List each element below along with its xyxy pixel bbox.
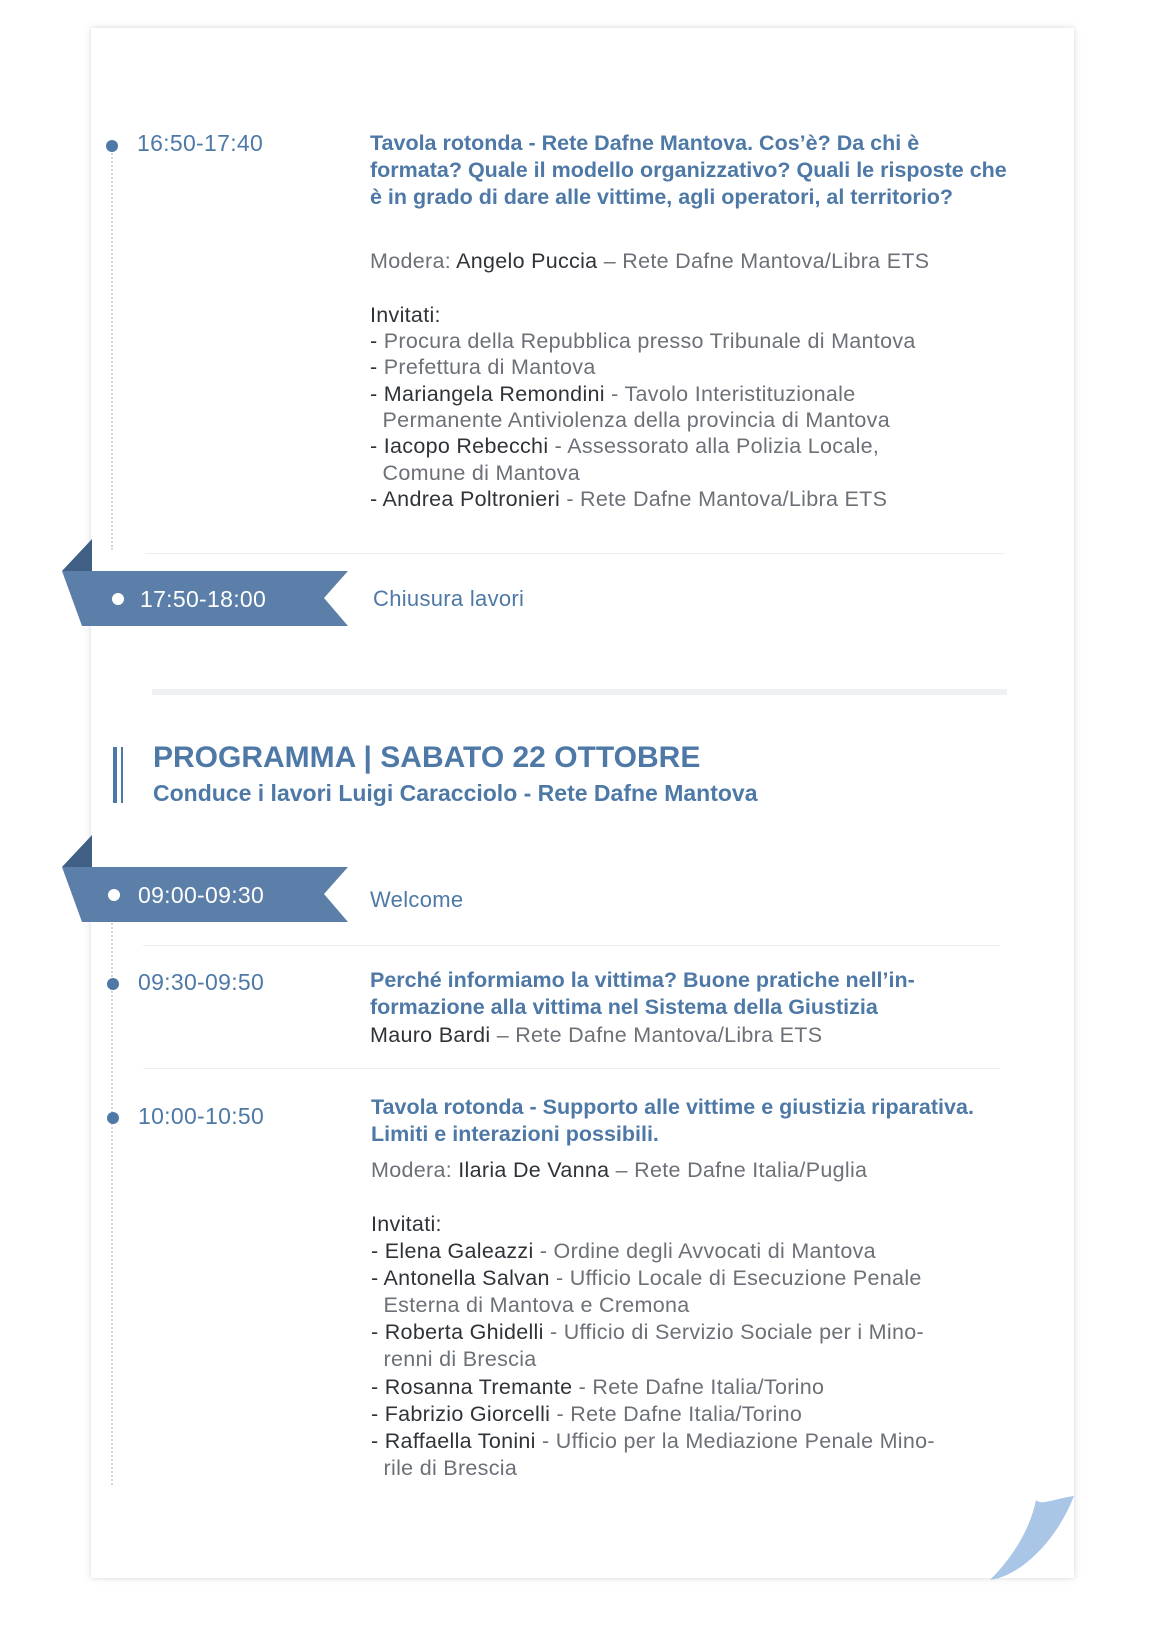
moderator-org: – Rete Dafne Mantova/Libra ETS bbox=[603, 249, 930, 273]
guest-line bbox=[370, 433, 879, 460]
guest-prefix: - bbox=[371, 1320, 385, 1345]
guest-prefix: - bbox=[371, 1266, 384, 1291]
timeline-line-bottom bbox=[111, 910, 113, 1485]
guest-org: - Rete Dafne Italia/Torino bbox=[550, 1401, 803, 1426]
guest-prefix: - bbox=[371, 1428, 385, 1453]
moderator-label: Modera: bbox=[370, 249, 451, 273]
guest-line bbox=[371, 1346, 537, 1373]
guests-label: Invitati: bbox=[370, 303, 441, 327]
separator bbox=[143, 1068, 1000, 1069]
heading-bar-thin bbox=[121, 747, 123, 803]
guest-org: Prefettura di Mantova bbox=[383, 355, 596, 380]
moderator-org: – Rete Dafne Italia/Puglia bbox=[615, 1158, 868, 1182]
guest-line bbox=[371, 1265, 922, 1292]
guest-prefix: - bbox=[371, 1401, 385, 1426]
section-divider bbox=[152, 689, 1007, 695]
timeline-dot bbox=[107, 1112, 119, 1124]
guest-line bbox=[371, 1319, 924, 1346]
guest-org: Permanente Antiviolenza della provincia di Mantova bbox=[382, 407, 890, 432]
heading-bar bbox=[113, 747, 117, 803]
separator bbox=[143, 945, 1000, 946]
guest-prefix: - bbox=[370, 355, 384, 380]
ribbon-shape bbox=[62, 835, 352, 923]
speaker-name: Mauro Bardi bbox=[370, 1023, 491, 1047]
guest-org: - Ufficio di Servizio Sociale per i Mino- bbox=[543, 1320, 924, 1345]
guest-prefix: - bbox=[370, 486, 383, 511]
guest-line bbox=[370, 460, 580, 487]
guest-prefix bbox=[370, 408, 383, 432]
closing-label: Chiusura lavori bbox=[373, 586, 525, 611]
guest-org: - Ordine degli Avvocati di Mantova bbox=[533, 1239, 876, 1263]
timeline-dot bbox=[106, 140, 118, 152]
guest-org: - Tavolo Interistituzionale bbox=[604, 381, 856, 406]
guest-line bbox=[371, 1374, 824, 1401]
guest-prefix: - bbox=[370, 434, 384, 459]
guests-label: Invitati: bbox=[371, 1212, 442, 1236]
guest-org: Procura della Repubblica presso Tribunale di Mantova bbox=[383, 329, 916, 353]
guest-name: Antonella Salvan bbox=[383, 1266, 550, 1291]
guest-prefix bbox=[371, 1347, 384, 1371]
guest-line bbox=[371, 1428, 935, 1455]
guest-org: - Rete Dafne Mantova/Libra ETS bbox=[560, 486, 888, 511]
speaker-org: – Rete Dafne Mantova/Libra ETS bbox=[496, 1023, 823, 1047]
session-time: 09:30-09:50 bbox=[138, 969, 265, 995]
session-time: 16:50-17:40 bbox=[137, 130, 264, 156]
page-curl-icon bbox=[990, 1480, 1075, 1580]
guest-org: - Assessorato alla Polizia Locale, bbox=[548, 434, 880, 459]
guest-line bbox=[370, 381, 855, 408]
guest-org: renni di Brescia bbox=[383, 1347, 537, 1372]
guest-prefix bbox=[370, 461, 383, 485]
day-subheading: Conduce i lavori Luigi Caracciolo - Rete Dafne Mantova bbox=[153, 780, 758, 806]
guest-line bbox=[371, 1401, 802, 1428]
guest-line bbox=[371, 1238, 876, 1265]
session-title: Tavola rotonda - Supporto alle vittime e giustizia riparativa. Limiti e interazioni possibili. bbox=[371, 1095, 974, 1146]
day-heading: PROGRAMMA | SABATO 22 OTTOBRE bbox=[153, 741, 701, 774]
guest-name: Rosanna Tremante bbox=[384, 1374, 573, 1399]
time-ribbon bbox=[62, 539, 352, 627]
moderator-label: Modera: bbox=[371, 1158, 452, 1182]
guest-org: - Ufficio per la Mediazione Penale Mino- bbox=[535, 1428, 935, 1453]
moderator-name: Angelo Puccia bbox=[456, 249, 598, 273]
guest-line bbox=[370, 328, 916, 355]
guest-org: rile di Brescia bbox=[383, 1455, 518, 1480]
guest-prefix: - bbox=[371, 1374, 385, 1399]
welcome-time: 09:00-09:30 bbox=[138, 882, 265, 908]
guest-org: - Rete Dafne Italia/Torino bbox=[572, 1374, 825, 1399]
welcome-label: Welcome bbox=[370, 887, 464, 912]
ribbon-shape bbox=[62, 539, 352, 627]
guest-name: Iacopo Rebecchi bbox=[383, 434, 549, 459]
guest-name: Elena Galeazzi bbox=[384, 1239, 534, 1263]
session-title: Perché informiamo la vittima? Buone pratiche nell’in- formazione alla vittima nel Sistema della Giustizia bbox=[370, 968, 915, 1019]
guest-name: Raffaella Tonini bbox=[384, 1428, 536, 1453]
guest-prefix: - bbox=[370, 381, 384, 406]
closing-time: 17:50-18:00 bbox=[140, 586, 267, 612]
guest-name: Andrea Poltronieri bbox=[382, 486, 561, 511]
guest-prefix bbox=[371, 1293, 384, 1317]
timeline-dot bbox=[107, 978, 119, 990]
guest-name: Fabrizio Giorcelli bbox=[384, 1401, 551, 1426]
time-ribbon bbox=[62, 835, 352, 923]
ribbon-dot bbox=[108, 889, 120, 901]
guest-prefix bbox=[371, 1456, 384, 1480]
session-time: 10:00-10:50 bbox=[138, 1103, 265, 1129]
moderator-line bbox=[371, 1157, 867, 1184]
guest-name: Roberta Ghidelli bbox=[384, 1320, 544, 1345]
guest-prefix: - bbox=[371, 1239, 385, 1263]
guest-line bbox=[370, 354, 596, 381]
guest-line bbox=[371, 1292, 690, 1319]
session-title: Tavola rotonda - Rete Dafne Mantova. Cos’è? Da chi è formata? Quale il modello organizzativo? Quali le risposte che è in grado di dare alle vittime, agli operatori, al territorio? bbox=[370, 131, 1007, 209]
guest-org: Esterna di Mantova e Cremona bbox=[383, 1293, 690, 1318]
guest-line bbox=[370, 407, 890, 434]
guest-line bbox=[371, 1455, 517, 1482]
guest-line bbox=[370, 486, 887, 513]
moderator-line bbox=[370, 248, 929, 275]
guest-prefix: - bbox=[370, 329, 384, 353]
speaker-line bbox=[370, 1022, 822, 1049]
ribbon-dot bbox=[112, 593, 124, 605]
moderator-name: Ilaria De Vanna bbox=[458, 1158, 610, 1182]
timeline-line-top bbox=[111, 150, 113, 550]
guest-name: Mariangela Remondini bbox=[383, 381, 605, 406]
guest-org: - Ufficio Locale di Esecuzione Penale bbox=[549, 1266, 922, 1291]
guest-org: Comune di Mantova bbox=[382, 460, 581, 485]
